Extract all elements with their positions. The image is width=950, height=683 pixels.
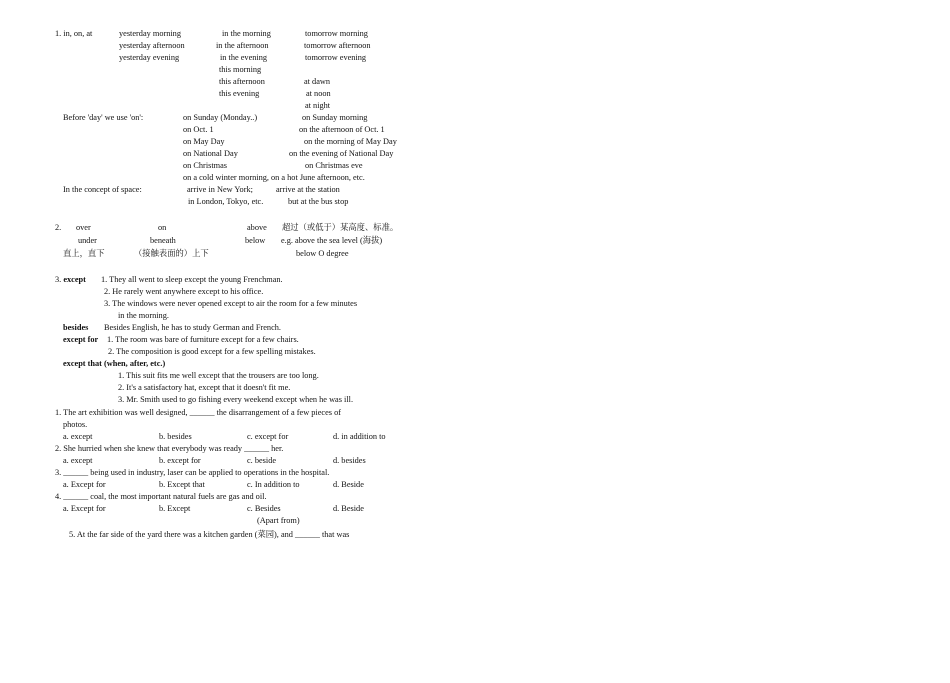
quiz-question-5: 5. At the far side of the yard there was a kitchen garden (菜园), and ______ that was <box>69 530 350 539</box>
zh-meaning-1: 直上，直下 <box>63 249 105 258</box>
quiz-q2-option-a: a. except <box>63 456 93 465</box>
phrase-at-dawn: at dawn <box>304 77 331 86</box>
space-example-2a: in London, Tokyo, etc. <box>188 197 264 206</box>
word-above: above <box>247 223 267 232</box>
section2-heading: 2. <box>55 223 62 232</box>
quiz-q4-option-c: c. Besides <box>247 504 281 513</box>
quiz-q4-option-b: b. Except <box>159 504 191 513</box>
section3-heading <box>55 275 86 285</box>
phrase-in-the-evening: in the evening <box>220 53 268 62</box>
word-over: over <box>76 223 91 232</box>
space-rule-label: In the concept of space: <box>63 185 142 194</box>
quiz-q2-option-d: d. besides <box>333 456 366 465</box>
quiz-q1-option-b: b. besides <box>159 432 192 441</box>
day-left-3: on May Day <box>183 137 225 146</box>
quiz-q1-option-c: c. except for <box>247 432 289 441</box>
phrase-yesterday-evening: yesterday evening <box>119 53 180 62</box>
except-that-example-2: 2. It's a satisfactory hat, except that it doesn't fit me. <box>118 383 291 392</box>
except-example-1: 1. They all went to sleep except the young Frenchman. <box>101 275 283 284</box>
above-note: 超过（或低于）某高度、标准。 <box>282 223 399 232</box>
phrase-yesterday-afternoon: yesterday afternoon <box>119 41 185 50</box>
space-example-1b: arrive at the station <box>276 185 340 194</box>
quiz-q4-option-d: d. Beside <box>333 504 364 513</box>
phrase-tomorrow-afternoon: tomorrow afternoon <box>304 41 371 50</box>
phrase-in-the-afternoon: in the afternoon <box>216 41 269 50</box>
term-except-for: except for <box>63 335 99 344</box>
phrase-at-night: at night <box>305 101 331 110</box>
quiz-q4-option-a: a. Except for <box>63 504 106 513</box>
except-example-3: 3. The windows were never opened except to air the room for a few minutes <box>104 299 358 308</box>
phrase-this-morning: this morning <box>219 65 262 74</box>
quiz-q3-option-b: b. Except that <box>159 480 205 489</box>
phrase-at-noon: at noon <box>306 89 331 98</box>
quiz-question-3: 3. ______ being used in industry, laser can be applied to operations in the hospital. <box>55 468 330 477</box>
except-that-example-3: 3. Mr. Smith used to go fishing every weekend except when he was ill. <box>118 395 354 404</box>
day-left-4: on National Day <box>183 149 238 158</box>
phrase-this-evening: this evening <box>219 89 260 98</box>
below-note: e.g. above the sea level (海拔) <box>281 236 383 245</box>
space-example-1a: arrive in New York; <box>187 185 253 194</box>
except-for-example-1: 1. The room was bare of furniture except for a few chairs. <box>107 335 299 344</box>
day-right-5: on Christmas eve <box>305 161 363 170</box>
section3-number: 3. <box>55 275 62 284</box>
quiz-question-4: 4. ______ coal, the most important natural fuels are gas and oil. <box>55 492 267 501</box>
quiz-q2-option-b: b. except for <box>159 456 201 465</box>
quiz-question-2: 2. She hurried when she knew that everybody was ready ______ her. <box>55 444 284 453</box>
word-below: below <box>245 236 266 245</box>
day-rule-label: Before 'day' we use 'on': <box>63 113 144 122</box>
space-example-2b: but at the bus stop <box>288 197 349 206</box>
quiz-q3-option-a: a. Except for <box>63 480 106 489</box>
term-except-that: except that (when, after, etc.) <box>63 359 166 368</box>
quiz-q1-option-a: a. except <box>63 432 93 441</box>
except-that-example-1: 1. This suit fits me well except that the trousers are too long. <box>118 371 319 380</box>
quiz-q2-option-c: c. beside <box>247 456 277 465</box>
phrase-this-afternoon: this afternoon <box>219 77 265 86</box>
zh-meaning-2: （接触表面的）上下 <box>134 249 209 258</box>
quiz-q1-option-d: d. in addition to <box>333 432 386 441</box>
phrase-yesterday-morning: yesterday morning <box>119 29 181 38</box>
day-right-1: on Sunday morning <box>302 113 368 122</box>
besides-example: Besides English, he has to study German and French. <box>104 323 281 332</box>
phrase-tomorrow-evening: tomorrow evening <box>305 53 367 62</box>
phrase-tomorrow-morning: tomorrow morning <box>305 29 368 38</box>
quiz-question-1: 1. The art exhibition was well designed, ______ the disarrangement of a few pieces of <box>55 408 342 417</box>
term-except: except <box>63 275 86 284</box>
word-under: under <box>78 236 97 245</box>
quiz-q3-option-d: d. Beside <box>333 480 364 489</box>
except-example-3-cont: in the morning. <box>118 311 169 320</box>
except-example-2: 2. He rarely went anywhere except to his office. <box>104 287 264 296</box>
quiz-q3-option-c: c. In addition to <box>247 480 300 489</box>
word-on: on <box>158 223 167 232</box>
term-besides: besides <box>63 323 89 332</box>
quiz-q4-note: (Apart from) <box>257 516 300 525</box>
quiz-question-1-cont: photos. <box>63 420 88 429</box>
day-left-1: on Sunday (Monday..) <box>183 113 258 122</box>
day-right-2: on the afternoon of Oct. 1 <box>299 125 385 134</box>
day-left-2: on Oct. 1 <box>183 125 214 134</box>
below-degree: below O degree <box>296 249 349 258</box>
section1-heading: 1. in, on, at <box>55 29 93 38</box>
day-extra: on a cold winter morning, on a hot June afternoon, etc. <box>183 173 365 182</box>
day-right-4: on the evening of National Day <box>289 149 394 158</box>
except-for-example-2: 2. The composition is good except for a few spelling mistakes. <box>108 347 316 356</box>
day-left-5: on Christmas <box>183 161 228 170</box>
word-beneath: beneath <box>150 236 176 245</box>
day-right-3: on the morning of May Day <box>304 137 397 146</box>
phrase-in-the-morning: in the morning <box>222 29 271 38</box>
